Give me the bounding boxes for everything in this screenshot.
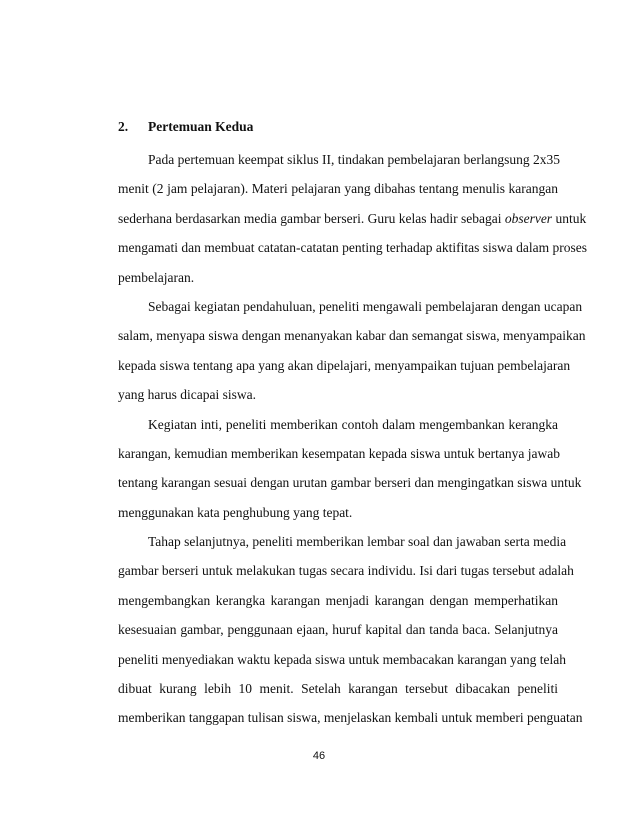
paragraph-1-line-3-end: untuk	[552, 210, 587, 226]
paragraph-4-line-2: gambar berseri untuk melakukan tugas secara individu. Isi dari tugas tersebut adalah	[118, 563, 574, 579]
paragraph-4-line-6: dibuat kurang lebih 10 menit. Setelah karangan tersebut dibacakan peneliti	[118, 681, 558, 697]
paragraph-1-line-1: Pada pertemuan keempat siklus II, tindakan pembelajaran berlangsung 2x35	[148, 152, 560, 167]
section-title: Pertemuan Kedua	[148, 119, 254, 134]
paragraph-2-line-3: kepada siswa tentang apa yang akan dipelajari, menyampaikan tujuan pembelajaran	[118, 357, 571, 373]
paragraph-4-line-5: peneliti menyediakan waktu kepada siswa untuk membacakan karangan yang telah	[118, 651, 566, 667]
paragraph-1-line-4: mengamati dan membuat catatan-catatan penting terhadap aktifitas siswa dalam proses	[118, 240, 587, 256]
paragraph-1-line-5: pembelajaran.	[118, 269, 195, 285]
paragraph-2-line-4: yang harus dicapai siswa.	[118, 387, 256, 403]
paragraph-3-line-1: Kegiatan inti, peneliti memberikan contoh dalam mengembankan kerangka	[148, 416, 558, 432]
paragraph-2-line-2: salam, menyapa siswa dengan menanyakan kabar dan semangat siswa, menyampaikan	[118, 328, 586, 344]
paragraph-3-line-4: menggunakan kata penghubung yang tepat.	[118, 504, 353, 520]
paragraph-4-line-4: kesesuaian gambar, penggunaan ejaan, huruf kapital dan tanda baca. Selanjutnya	[118, 622, 558, 638]
observer-italic: observer	[504, 210, 553, 226]
paragraph-1-line-3	[118, 204, 587, 233]
paragraph-3-line-2: karangan, kemudian memberikan kesempatan kepada siswa untuk bertanya jawab	[118, 445, 560, 461]
paragraph-1-line-2: menit (2 jam pelajaran). Materi pelajaran yang dibahas tentang menulis karangan	[118, 181, 558, 197]
body-text	[118, 145, 587, 733]
paragraph-2-line-1: Sebagai kegiatan pendahuluan, peneliti mengawali pembelajaran dengan ucapan	[148, 298, 583, 314]
page-number: 46	[312, 750, 326, 762]
paragraph-4-line-3: mengembangkan kerangka karangan menjadi karangan dengan memperhatikan	[118, 592, 558, 608]
paragraph-4-line-1: Tahap selanjutnya, peneliti memberikan lembar soal dan jawaban serta media	[148, 534, 567, 550]
paragraph-1-line-3-text: sederhana berdasarkan media gambar berseri. Guru kelas hadir sebagai	[118, 210, 505, 226]
paragraph-3-line-3: tentang karangan sesuai dengan urutan gambar berseri dan mengingatkan siswa untuk	[118, 475, 582, 491]
section-number: 2.	[118, 119, 129, 134]
paragraph-4-line-7: memberikan tanggapan tulisan siswa, menjelaskan kembali untuk memberi penguatan	[118, 710, 583, 726]
